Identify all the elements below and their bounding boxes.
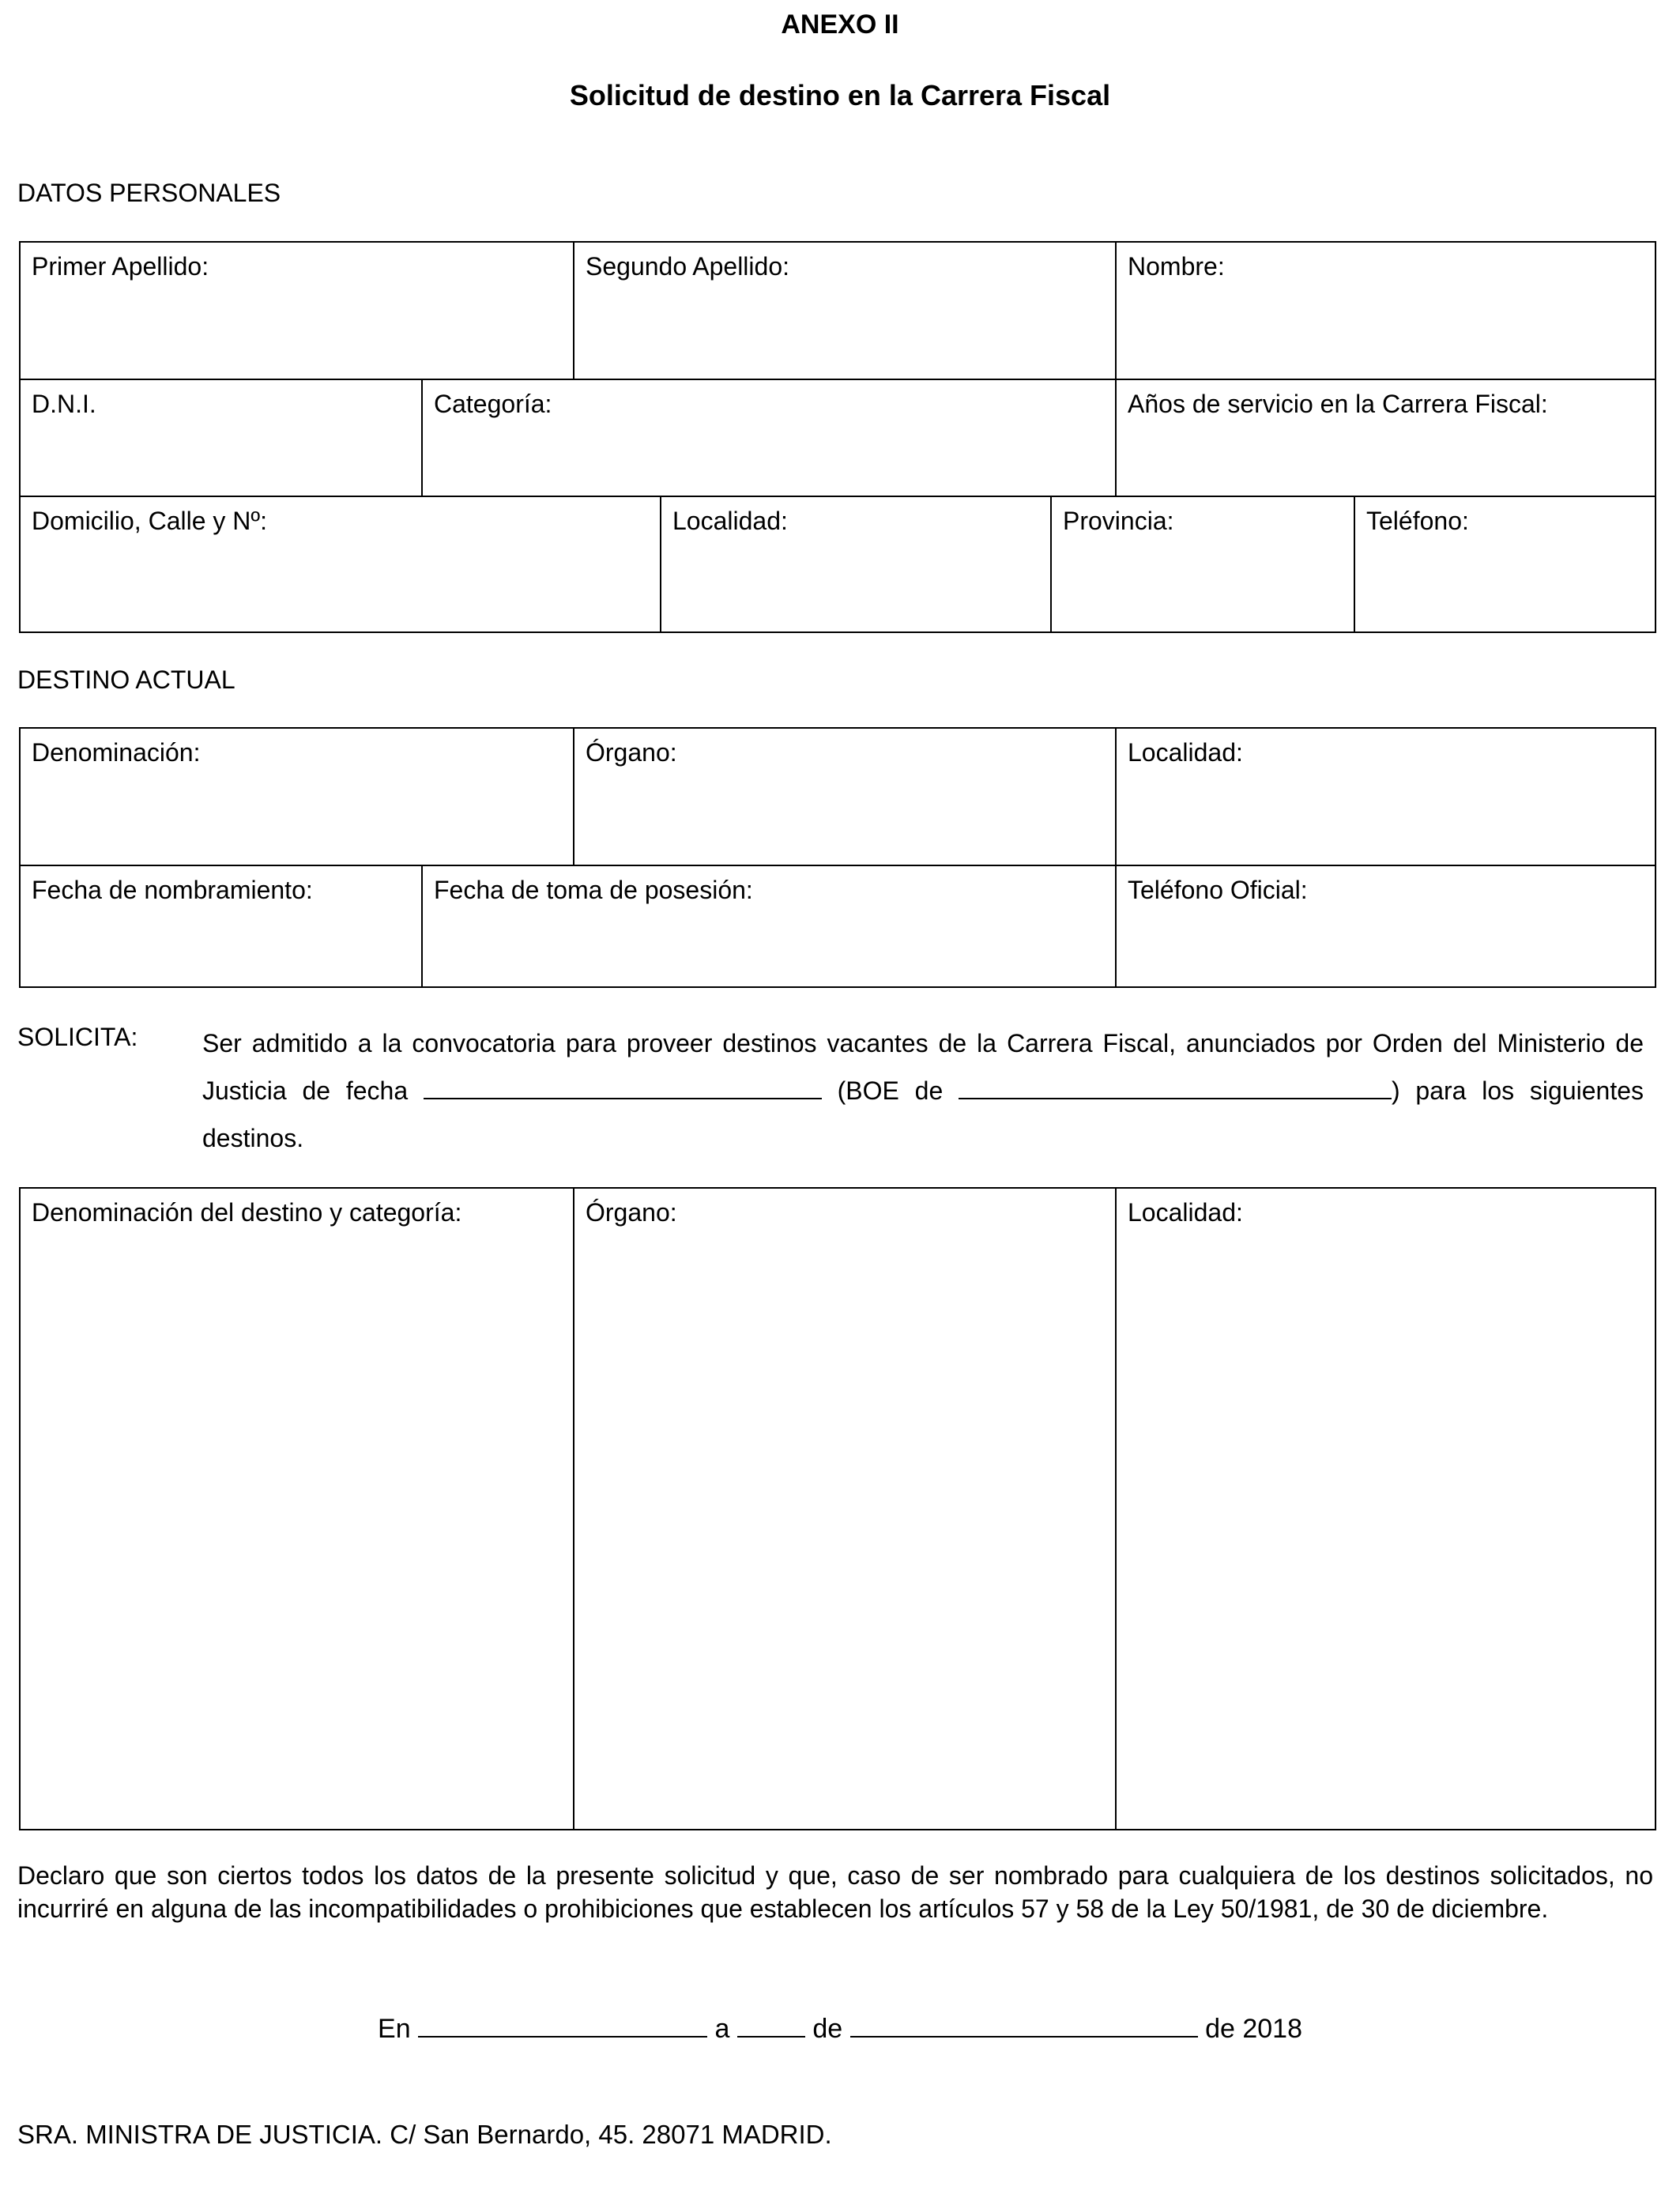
solicita-text-part-3: ) para los siguientes destinos. xyxy=(202,1076,1644,1152)
firma-en-label: En xyxy=(378,2014,411,2044)
anos-servicio-field[interactable] xyxy=(1115,379,1655,496)
section-heading-datos-personales: DATOS PERSONALES xyxy=(17,179,281,207)
localidad-field[interactable] xyxy=(660,496,1050,631)
fecha-nombramiento-field[interactable] xyxy=(21,865,421,986)
dia-blank[interactable] xyxy=(737,2014,805,2038)
fecha-posesion-label: Fecha de toma de posesión: xyxy=(434,876,753,904)
firma-line xyxy=(0,2014,1680,2045)
fecha-orden-blank[interactable] xyxy=(424,1076,822,1099)
denominacion-destino-label: Denominación del destino y categoría: xyxy=(32,1198,462,1227)
firma-a-label: a xyxy=(714,2014,730,2044)
organo-field[interactable] xyxy=(573,729,1115,865)
categoria-field[interactable] xyxy=(421,379,1115,496)
dni-field[interactable] xyxy=(21,379,421,496)
boe-fecha-blank[interactable] xyxy=(959,1076,1392,1099)
primer-apellido-label: Primer Apellido: xyxy=(32,252,209,281)
datos-personales-table xyxy=(19,241,1656,633)
provincia-field[interactable] xyxy=(1050,496,1354,631)
organo-destino-label: Órgano: xyxy=(586,1198,677,1227)
localidad-label: Localidad: xyxy=(672,507,788,535)
telefono-oficial-field[interactable] xyxy=(1115,865,1655,986)
firma-anio-label: de 2018 xyxy=(1205,2014,1302,2044)
form-title: Solicitud de destino en la Carrera Fiscal xyxy=(569,79,1111,111)
primer-apellido-field[interactable] xyxy=(21,243,573,379)
annex-title: ANEXO II xyxy=(781,9,899,40)
section-heading-destino-actual: DESTINO ACTUAL xyxy=(17,665,235,694)
segundo-apellido-label: Segundo Apellido: xyxy=(586,252,789,281)
telefono-field[interactable] xyxy=(1354,496,1655,631)
solicita-text xyxy=(202,1020,1644,1162)
localidad-destino-column[interactable] xyxy=(1115,1189,1655,1829)
solicita-text-part-2: (BOE de xyxy=(837,1076,944,1105)
solicita-text-part-1: Ser admitido a la convocatoria para proveer destinos vacantes de la Carrera Fiscal, anunciados por Orden del Ministerio de Justicia de fecha xyxy=(202,1029,1644,1105)
denominacion-destino-column[interactable] xyxy=(21,1189,573,1829)
categoria-label: Categoría: xyxy=(434,390,552,418)
firma-de-label: de xyxy=(812,2014,843,2044)
destino-actual-table xyxy=(19,727,1656,988)
telefono-label: Teléfono: xyxy=(1366,507,1469,535)
domicilio-field[interactable] xyxy=(21,496,660,631)
dni-label: D.N.I. xyxy=(32,390,96,418)
nombre-label: Nombre: xyxy=(1128,252,1225,281)
anos-servicio-label: Años de servicio en la Carrera Fiscal: xyxy=(1128,390,1548,418)
fecha-posesion-field[interactable] xyxy=(421,865,1115,986)
telefono-oficial-label: Teléfono Oficial: xyxy=(1128,876,1308,904)
segundo-apellido-field[interactable] xyxy=(573,243,1115,379)
denominacion-field[interactable] xyxy=(21,729,573,865)
denominacion-label: Denominación: xyxy=(32,738,201,767)
organo-label: Órgano: xyxy=(586,738,677,767)
footer-address: SRA. MINISTRA DE JUSTICIA. C/ San Bernardo, 45. 28071 MADRID. xyxy=(17,2120,832,2149)
destinos-solicitados-table xyxy=(19,1187,1656,1830)
organo-destino-column[interactable] xyxy=(573,1189,1115,1829)
localidad-actual-field[interactable] xyxy=(1115,729,1655,865)
localidad-destino-label: Localidad: xyxy=(1128,1198,1243,1227)
provincia-label: Provincia: xyxy=(1063,507,1174,535)
solicita-label: SOLICITA: xyxy=(17,1023,138,1051)
domicilio-label: Domicilio, Calle y Nº: xyxy=(32,507,267,535)
mes-blank[interactable] xyxy=(850,2014,1198,2038)
lugar-blank[interactable] xyxy=(418,2014,707,2038)
localidad-actual-label: Localidad: xyxy=(1128,738,1243,767)
fecha-nombramiento-label: Fecha de nombramiento: xyxy=(32,876,313,904)
declaracion-text: Declaro que son ciertos todos los datos de la presente solicitud y que, caso de ser nombrado para cualquiera de los destinos solicitados, no incurriré en alguna de las incompatibilidades o prohibiciones que establecen los artículos 57 y 58 de la Ley 50/1981, de 30 de diciembre. xyxy=(17,1861,1653,1923)
nombre-field[interactable] xyxy=(1115,243,1655,379)
